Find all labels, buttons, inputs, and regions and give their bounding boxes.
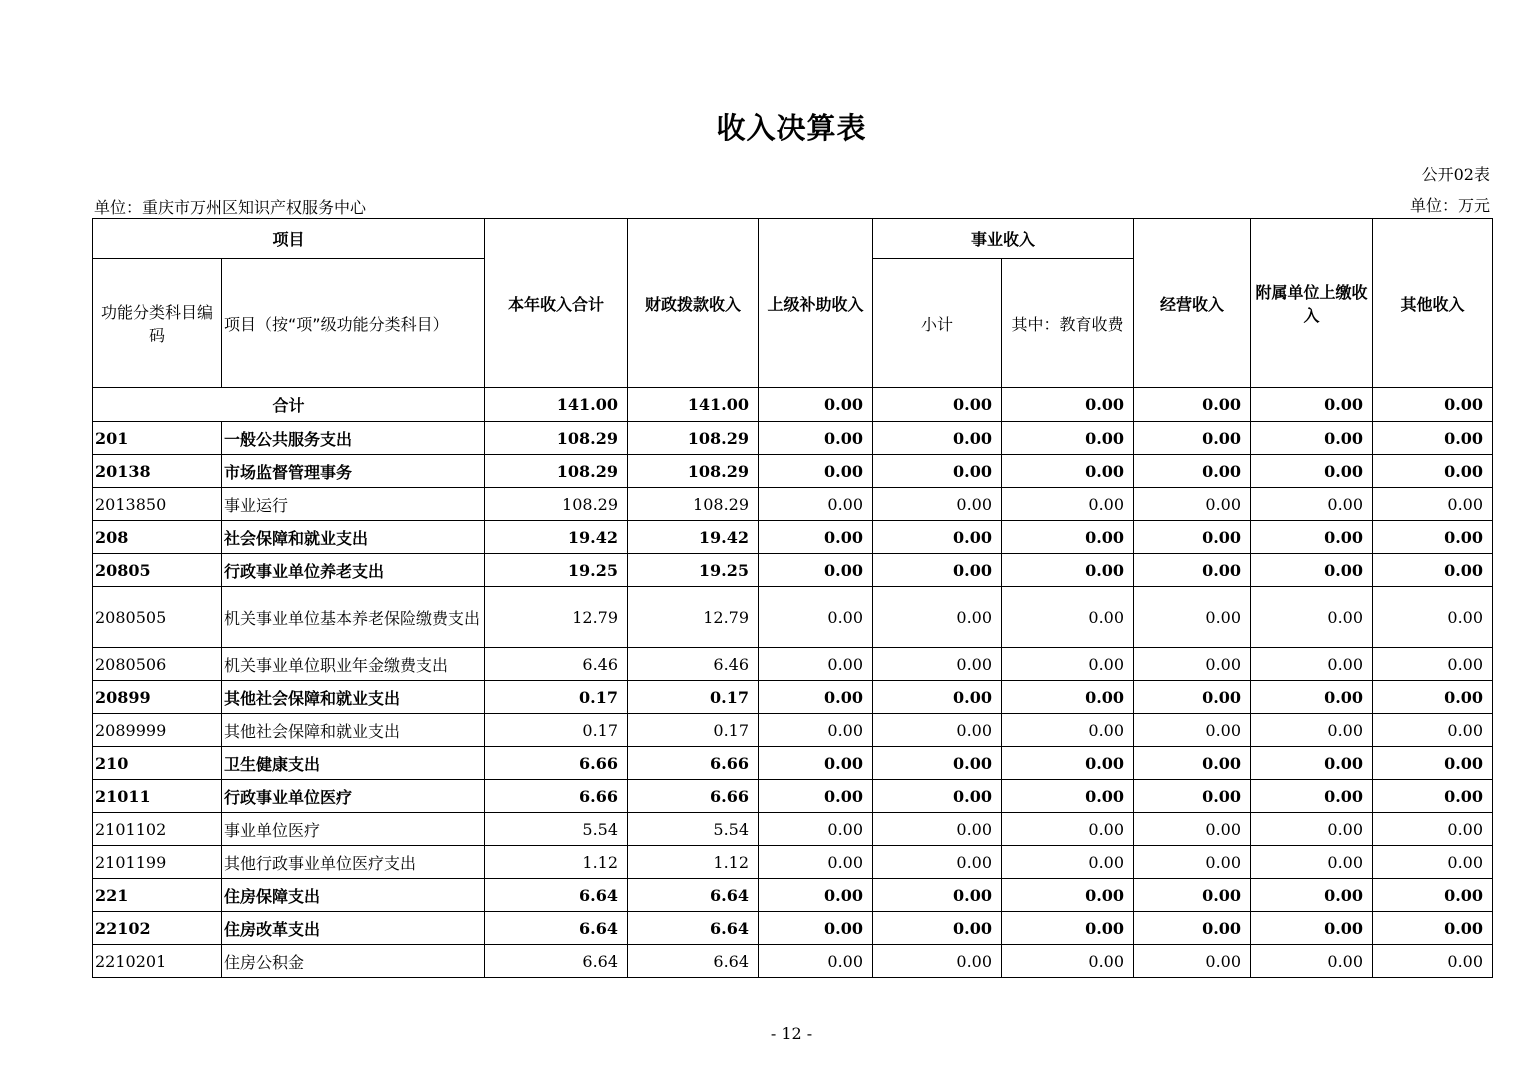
row-item-name: 机关事业单位基本养老保险缴费支出 bbox=[222, 587, 485, 648]
table-row bbox=[93, 879, 1493, 912]
row-value-cell: 19.42 bbox=[628, 521, 759, 554]
row-value-cell: 0.00 bbox=[1373, 945, 1493, 978]
row-value-cell: 0.00 bbox=[1373, 488, 1493, 521]
row-value-cell: 0.17 bbox=[628, 681, 759, 714]
row-value-cell: 0.00 bbox=[873, 846, 1002, 879]
row-item-name: 其他社会保障和就业支出 bbox=[222, 714, 485, 747]
row-value-cell: 6.64 bbox=[628, 945, 759, 978]
table-row bbox=[93, 912, 1493, 945]
row-value-cell: 0.00 bbox=[1251, 945, 1373, 978]
row-value-cell: 0.00 bbox=[1373, 554, 1493, 587]
row-value-cell: 0.00 bbox=[1134, 846, 1251, 879]
row-code: 2101199 bbox=[93, 846, 222, 879]
row-value-cell: 0.00 bbox=[873, 912, 1002, 945]
table-row bbox=[93, 488, 1493, 521]
row-value-cell: 1.12 bbox=[628, 846, 759, 879]
row-value-cell: 6.64 bbox=[485, 879, 628, 912]
row-item-name: 事业运行 bbox=[222, 488, 485, 521]
row-item-name: 住房改革支出 bbox=[222, 912, 485, 945]
row-item-name: 市场监督管理事务 bbox=[222, 455, 485, 488]
row-code: 2101102 bbox=[93, 813, 222, 846]
total-cell: 141.00 bbox=[485, 388, 628, 422]
table-row bbox=[93, 780, 1493, 813]
header-fiscal-appropriation: 财政拨款收入 bbox=[628, 219, 759, 388]
table-row bbox=[93, 681, 1493, 714]
table-row bbox=[93, 648, 1493, 681]
row-value-cell: 0.00 bbox=[1373, 813, 1493, 846]
row-value-cell: 0.00 bbox=[1134, 587, 1251, 648]
currency-unit: 单位：万元 bbox=[1409, 196, 1490, 215]
row-value-cell: 0.00 bbox=[759, 648, 873, 681]
row-value-cell: 0.00 bbox=[759, 912, 873, 945]
header-total-income: 本年收入合计 bbox=[485, 219, 628, 388]
table-row bbox=[93, 554, 1493, 587]
row-value-cell: 6.64 bbox=[485, 912, 628, 945]
header-code: 功能分类科目编码 bbox=[93, 259, 222, 388]
row-value-cell: 0.00 bbox=[1134, 521, 1251, 554]
row-item-name: 事业单位医疗 bbox=[222, 813, 485, 846]
row-code: 2013850 bbox=[93, 488, 222, 521]
row-value-cell: 0.00 bbox=[1002, 455, 1134, 488]
row-value-cell: 0.00 bbox=[1002, 521, 1134, 554]
row-code: 20899 bbox=[93, 681, 222, 714]
row-value-cell: 0.00 bbox=[1134, 879, 1251, 912]
row-item-name: 一般公共服务支出 bbox=[222, 422, 485, 455]
row-value-cell: 0.00 bbox=[873, 422, 1002, 455]
row-value-cell: 0.00 bbox=[873, 879, 1002, 912]
row-value-cell: 0.00 bbox=[1002, 780, 1134, 813]
row-value-cell: 0.00 bbox=[1002, 846, 1134, 879]
row-value-cell: 19.25 bbox=[628, 554, 759, 587]
row-item-name: 其他行政事业单位医疗支出 bbox=[222, 846, 485, 879]
row-code: 22102 bbox=[93, 912, 222, 945]
row-code: 210 bbox=[93, 747, 222, 780]
row-value-cell: 0.00 bbox=[1373, 747, 1493, 780]
row-value-cell: 0.00 bbox=[1373, 846, 1493, 879]
row-value-cell: 6.64 bbox=[628, 912, 759, 945]
row-value-cell: 0.17 bbox=[485, 714, 628, 747]
row-code: 21011 bbox=[93, 780, 222, 813]
row-value-cell: 0.00 bbox=[1134, 455, 1251, 488]
table-row bbox=[93, 846, 1493, 879]
row-value-cell: 0.00 bbox=[759, 879, 873, 912]
row-value-cell: 0.00 bbox=[1002, 714, 1134, 747]
total-cell: 0.00 bbox=[873, 388, 1002, 422]
row-value-cell: 0.00 bbox=[873, 780, 1002, 813]
header-item-name: 项目（按“项”级功能分类科目） bbox=[222, 259, 485, 388]
row-value-cell: 0.00 bbox=[1002, 554, 1134, 587]
table-row bbox=[93, 455, 1493, 488]
row-code: 20138 bbox=[93, 455, 222, 488]
header-project: 项目 bbox=[93, 219, 485, 259]
row-value-cell: 0.00 bbox=[1373, 780, 1493, 813]
row-value-cell: 0.00 bbox=[1251, 747, 1373, 780]
row-value-cell: 6.64 bbox=[628, 879, 759, 912]
form-number: 公开02表 bbox=[1421, 165, 1490, 184]
row-item-name: 行政事业单位养老支出 bbox=[222, 554, 485, 587]
row-value-cell: 0.00 bbox=[1373, 912, 1493, 945]
row-value-cell: 0.00 bbox=[1002, 912, 1134, 945]
row-value-cell: 0.00 bbox=[1251, 780, 1373, 813]
table-row bbox=[93, 747, 1493, 780]
row-value-cell: 0.00 bbox=[759, 747, 873, 780]
row-value-cell: 0.00 bbox=[1134, 681, 1251, 714]
row-value-cell: 0.00 bbox=[1251, 681, 1373, 714]
row-value-cell: 0.00 bbox=[1373, 879, 1493, 912]
row-value-cell: 0.17 bbox=[628, 714, 759, 747]
row-value-cell: 0.00 bbox=[1251, 521, 1373, 554]
row-value-cell: 0.00 bbox=[1251, 912, 1373, 945]
page-title: 收入决算表 bbox=[716, 111, 867, 145]
row-value-cell: 0.00 bbox=[1251, 813, 1373, 846]
header-business-income: 事业收入 bbox=[873, 219, 1134, 259]
row-value-cell: 0.00 bbox=[1002, 422, 1134, 455]
table-row bbox=[93, 422, 1493, 455]
row-item-name: 住房公积金 bbox=[222, 945, 485, 978]
row-code: 208 bbox=[93, 521, 222, 554]
total-cell: 0.00 bbox=[1251, 388, 1373, 422]
row-value-cell: 0.00 bbox=[759, 521, 873, 554]
row-code: 201 bbox=[93, 422, 222, 455]
table-row bbox=[93, 587, 1493, 648]
row-value-cell: 0.00 bbox=[873, 521, 1002, 554]
row-value-cell: 0.00 bbox=[1373, 681, 1493, 714]
row-value-cell: 108.29 bbox=[628, 422, 759, 455]
row-value-cell: 0.00 bbox=[1134, 747, 1251, 780]
row-value-cell: 6.66 bbox=[628, 780, 759, 813]
row-value-cell: 6.66 bbox=[485, 780, 628, 813]
row-value-cell: 0.00 bbox=[873, 945, 1002, 978]
header-education-fee: 其中：教育收费 bbox=[1002, 259, 1134, 388]
row-value-cell: 0.00 bbox=[873, 714, 1002, 747]
row-value-cell: 0.00 bbox=[1002, 681, 1134, 714]
row-value-cell: 0.00 bbox=[1251, 648, 1373, 681]
row-value-cell: 0.00 bbox=[1251, 714, 1373, 747]
row-code: 2210201 bbox=[93, 945, 222, 978]
row-value-cell: 0.00 bbox=[873, 813, 1002, 846]
row-value-cell: 0.00 bbox=[759, 488, 873, 521]
row-value-cell: 12.79 bbox=[485, 587, 628, 648]
row-value-cell: 0.00 bbox=[1002, 587, 1134, 648]
table-row bbox=[93, 945, 1493, 978]
row-value-cell: 0.00 bbox=[759, 554, 873, 587]
row-value-cell: 6.64 bbox=[485, 945, 628, 978]
row-code: 2080505 bbox=[93, 587, 222, 648]
page-number: - 12 - bbox=[770, 1024, 813, 1043]
row-value-cell: 1.12 bbox=[485, 846, 628, 879]
row-value-cell: 0.00 bbox=[1134, 780, 1251, 813]
row-value-cell: 0.00 bbox=[873, 648, 1002, 681]
row-value-cell: 0.00 bbox=[1373, 648, 1493, 681]
row-value-cell: 0.00 bbox=[1373, 521, 1493, 554]
row-value-cell: 0.00 bbox=[873, 587, 1002, 648]
row-value-cell: 108.29 bbox=[485, 488, 628, 521]
row-value-cell: 0.00 bbox=[1002, 747, 1134, 780]
row-item-name: 社会保障和就业支出 bbox=[222, 521, 485, 554]
total-row bbox=[93, 388, 1493, 422]
row-value-cell: 0.00 bbox=[873, 747, 1002, 780]
row-value-cell: 0.00 bbox=[1134, 912, 1251, 945]
row-value-cell: 5.54 bbox=[628, 813, 759, 846]
row-value-cell: 0.00 bbox=[759, 681, 873, 714]
row-value-cell: 0.00 bbox=[1134, 714, 1251, 747]
row-value-cell: 0.00 bbox=[759, 945, 873, 978]
row-value-cell: 0.00 bbox=[873, 488, 1002, 521]
row-value-cell: 0.00 bbox=[873, 554, 1002, 587]
total-cell: 0.00 bbox=[1373, 388, 1493, 422]
row-value-cell: 0.00 bbox=[1134, 488, 1251, 521]
row-value-cell: 0.00 bbox=[759, 780, 873, 813]
row-value-cell: 6.66 bbox=[485, 747, 628, 780]
row-value-cell: 0.00 bbox=[759, 813, 873, 846]
row-value-cell: 108.29 bbox=[485, 455, 628, 488]
row-item-name: 行政事业单位医疗 bbox=[222, 780, 485, 813]
row-value-cell: 0.00 bbox=[1373, 422, 1493, 455]
total-label: 合计 bbox=[93, 388, 485, 422]
row-value-cell: 0.00 bbox=[1373, 714, 1493, 747]
row-value-cell: 0.00 bbox=[1251, 488, 1373, 521]
row-value-cell: 0.00 bbox=[1134, 422, 1251, 455]
row-value-cell: 19.42 bbox=[485, 521, 628, 554]
row-value-cell: 0.17 bbox=[485, 681, 628, 714]
row-value-cell: 0.00 bbox=[1373, 455, 1493, 488]
row-value-cell: 6.66 bbox=[628, 747, 759, 780]
row-code: 221 bbox=[93, 879, 222, 912]
total-cell: 0.00 bbox=[1002, 388, 1134, 422]
header-other-income: 其他收入 bbox=[1373, 219, 1493, 388]
row-item-name: 住房保障支出 bbox=[222, 879, 485, 912]
row-item-name: 卫生健康支出 bbox=[222, 747, 485, 780]
row-value-cell: 0.00 bbox=[1134, 813, 1251, 846]
row-value-cell: 0.00 bbox=[759, 714, 873, 747]
table-row bbox=[93, 813, 1493, 846]
income-final-accounts-table bbox=[92, 218, 1493, 978]
row-value-cell: 0.00 bbox=[759, 455, 873, 488]
row-value-cell: 12.79 bbox=[628, 587, 759, 648]
row-value-cell: 0.00 bbox=[873, 455, 1002, 488]
row-value-cell: 6.46 bbox=[628, 648, 759, 681]
table-row bbox=[93, 714, 1493, 747]
table-row bbox=[93, 521, 1493, 554]
total-cell: 0.00 bbox=[1134, 388, 1251, 422]
row-value-cell: 0.00 bbox=[1251, 455, 1373, 488]
row-value-cell: 0.00 bbox=[1002, 648, 1134, 681]
row-value-cell: 0.00 bbox=[1373, 587, 1493, 648]
row-code: 2089999 bbox=[93, 714, 222, 747]
row-value-cell: 5.54 bbox=[485, 813, 628, 846]
row-value-cell: 0.00 bbox=[1251, 587, 1373, 648]
row-value-cell: 0.00 bbox=[1002, 488, 1134, 521]
row-value-cell: 108.29 bbox=[628, 455, 759, 488]
row-value-cell: 0.00 bbox=[1002, 879, 1134, 912]
row-value-cell: 0.00 bbox=[1002, 945, 1134, 978]
row-value-cell: 0.00 bbox=[1134, 945, 1251, 978]
row-value-cell: 0.00 bbox=[759, 587, 873, 648]
row-code: 20805 bbox=[93, 554, 222, 587]
row-value-cell: 108.29 bbox=[485, 422, 628, 455]
row-value-cell: 19.25 bbox=[485, 554, 628, 587]
row-item-name: 其他社会保障和就业支出 bbox=[222, 681, 485, 714]
row-value-cell: 0.00 bbox=[1134, 648, 1251, 681]
row-code: 2080506 bbox=[93, 648, 222, 681]
row-value-cell: 0.00 bbox=[1251, 846, 1373, 879]
header-subtotal: 小计 bbox=[873, 259, 1002, 388]
row-value-cell: 0.00 bbox=[759, 846, 873, 879]
organization-unit: 单位：重庆市万州区知识产权服务中心 bbox=[94, 198, 367, 217]
total-cell: 141.00 bbox=[628, 388, 759, 422]
row-value-cell: 0.00 bbox=[759, 422, 873, 455]
row-value-cell: 108.29 bbox=[628, 488, 759, 521]
row-value-cell: 0.00 bbox=[873, 681, 1002, 714]
header-operating-income: 经营收入 bbox=[1134, 219, 1251, 388]
header-affiliated-income: 附属单位上缴收入 bbox=[1251, 219, 1373, 388]
row-value-cell: 0.00 bbox=[1134, 554, 1251, 587]
row-item-name: 机关事业单位职业年金缴费支出 bbox=[222, 648, 485, 681]
row-value-cell: 0.00 bbox=[1251, 879, 1373, 912]
total-cell: 0.00 bbox=[759, 388, 873, 422]
row-value-cell: 0.00 bbox=[1251, 554, 1373, 587]
table-body bbox=[93, 388, 1493, 978]
row-value-cell: 0.00 bbox=[1002, 813, 1134, 846]
header-superior-subsidy: 上级补助收入 bbox=[759, 219, 873, 388]
row-value-cell: 0.00 bbox=[1251, 422, 1373, 455]
row-value-cell: 6.46 bbox=[485, 648, 628, 681]
